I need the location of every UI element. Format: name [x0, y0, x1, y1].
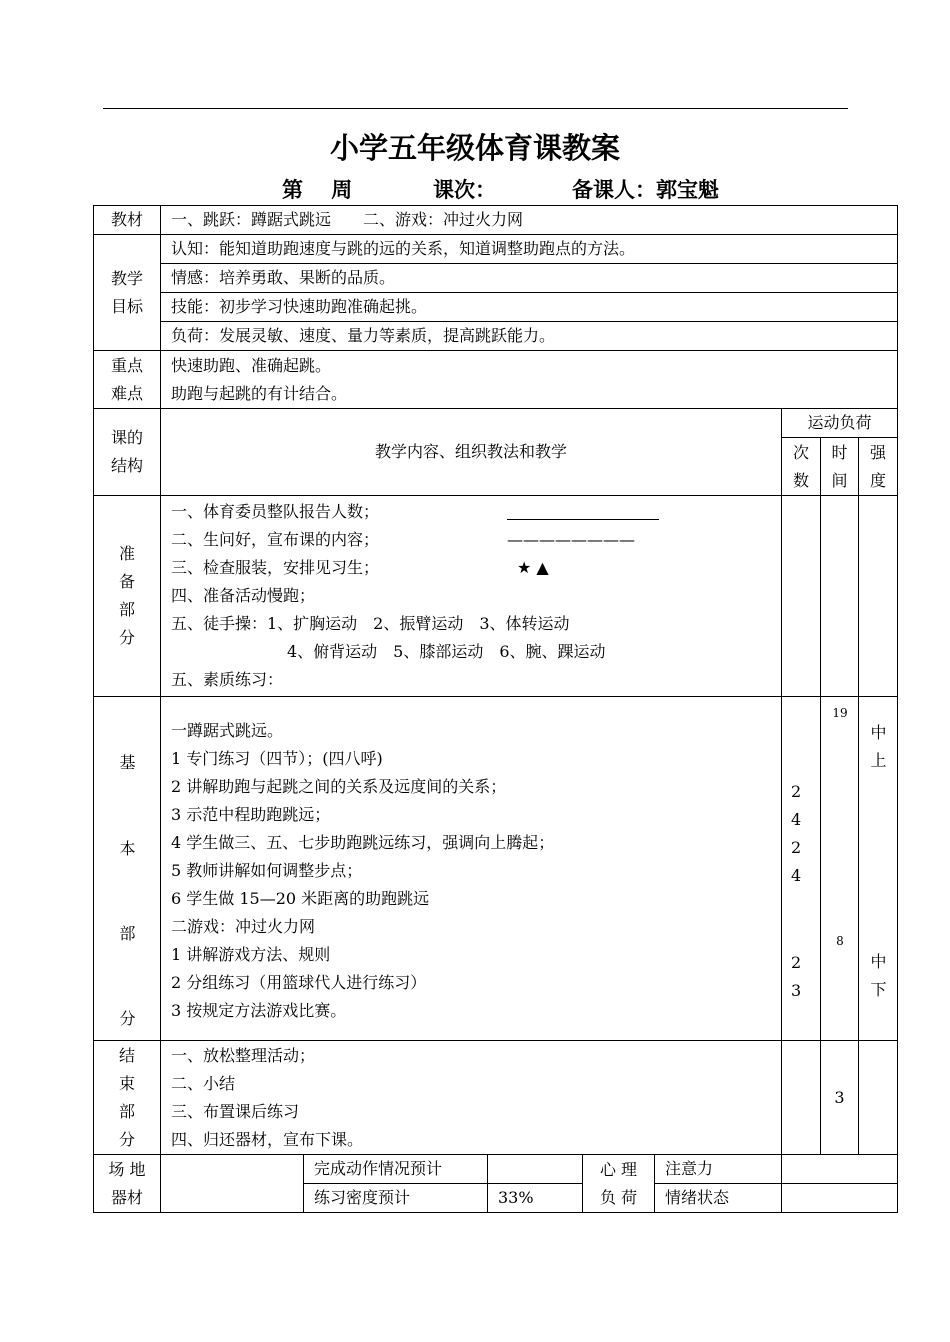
prep-time — [821, 496, 859, 697]
dash-line: ———————— — [507, 530, 635, 549]
attention-label: 注意力 — [655, 1155, 782, 1184]
main-line: 2 讲解助跑与起跳之间的关系及远度间的关系； — [171, 776, 507, 796]
density-label: 练习密度预计 — [304, 1184, 488, 1213]
prep-line: 4、俯背运动 5、膝部运动 6、腕、踝运动 — [287, 642, 606, 661]
structure-label: 课的 结构 — [94, 409, 161, 496]
goal-cognition: 认知：能知道助跑速度与跳的远的关系，知道调整助跑点的方法。 — [161, 235, 898, 264]
end-label: 结 束 部 分 — [94, 1041, 161, 1155]
material-content: 一、跳跃：蹲踞式跳远 二、游戏：冲过火力网 — [161, 206, 898, 235]
time-header: 时 间 — [821, 438, 859, 496]
count-values-a: 2 4 2 4 — [791, 782, 802, 885]
emotion-label: 情绪状态 — [655, 1184, 782, 1213]
main-content — [161, 697, 782, 1041]
count-values-b: 2 3 — [791, 953, 802, 1000]
prep-line: 五、素质练习： — [171, 670, 284, 689]
prep-section-row — [94, 496, 898, 697]
lesson-plan-table — [93, 205, 898, 1213]
material-row — [94, 206, 898, 235]
main-time — [821, 697, 859, 1041]
end-intensity — [859, 1041, 898, 1155]
venue-label: 场 地 器材 — [94, 1155, 161, 1213]
prep-label: 准 备 部 分 — [94, 496, 161, 697]
goals-label: 教学 目标 — [94, 235, 161, 351]
venue-value — [161, 1155, 304, 1213]
difficulty: 助跑与起跳的有计结合。 — [171, 383, 348, 403]
week-label: 第 周 — [282, 178, 353, 202]
top-rule — [103, 108, 848, 109]
end-line: 四、归还器材，宣布下课。 — [171, 1129, 364, 1149]
report-blank-line — [507, 498, 659, 526]
prep-line: 五、徒手操：1、扩胸运动 2、振臂运动 3、体转运动 — [171, 614, 570, 633]
completion-value — [488, 1155, 583, 1184]
time-value-b: 8 — [836, 934, 844, 948]
prep-line: 四、准备活动慢跑； — [171, 586, 316, 605]
key-point: 快速助跑、准确起跳。 — [171, 355, 332, 375]
load-header: 运动负荷 — [782, 409, 898, 438]
goal-load: 负荷：发展灵敏、速度、量力等素质，提高跳跃能力。 — [161, 322, 898, 351]
main-line: 2 分组练习（用篮球代人进行练习） — [171, 972, 427, 992]
material-label: 教材 — [94, 206, 161, 235]
main-count — [782, 697, 821, 1041]
end-count — [782, 1041, 821, 1155]
main-intensity — [859, 697, 898, 1041]
end-line: 一、放松整理活动； — [171, 1045, 316, 1065]
goal-skill: 技能：初步学习快速助跑准确起挑。 — [161, 293, 898, 322]
goal-row — [94, 264, 898, 293]
prep-intensity — [859, 496, 898, 697]
prep-line: 一、体育委员整队报告人数； — [171, 502, 380, 521]
lesson-number-label: 课次： — [433, 178, 496, 202]
density-value: 33% — [488, 1184, 583, 1213]
prep-line: 二、生问好，宣布课的内容； — [171, 530, 380, 549]
footer-row — [94, 1155, 898, 1184]
end-time: 3 — [821, 1041, 859, 1155]
end-line: 三、布置课后练习 — [171, 1101, 300, 1121]
main-line: 二游戏：冲过火力网 — [171, 916, 316, 936]
key-points-content — [161, 351, 898, 409]
prep-content — [161, 496, 782, 697]
main-section-row — [94, 697, 898, 1041]
end-content — [161, 1041, 782, 1155]
main-line: 4 学生做三、五、七步助跑跳远练习，强调向上腾起； — [171, 832, 555, 852]
main-line: 3 示范中程助跑跳远； — [171, 804, 331, 824]
key-points-label: 重点 难点 — [94, 351, 161, 409]
main-line: 5 教师讲解如何调整步点； — [171, 860, 363, 880]
main-line: 1 讲解游戏方法、规则 — [171, 944, 331, 964]
intensity-a: 中 上 — [870, 723, 887, 770]
emotion-value — [782, 1184, 898, 1213]
main-line: 一蹲踞式跳远。 — [171, 720, 284, 740]
goal-emotion: 情感：培养勇敢、果断的品质。 — [161, 264, 898, 293]
prep-line: 三、检查服装，安排见习生； — [171, 558, 380, 577]
completion-label: 完成动作情况预计 — [304, 1155, 488, 1184]
structure-header-row — [94, 409, 898, 438]
intensity-header: 强 度 — [859, 438, 898, 496]
psych-load-label: 心 理 负 荷 — [583, 1155, 655, 1213]
main-line: 1 专门练习（四节）；(四八呼) — [171, 748, 383, 768]
intensity-b: 中 下 — [870, 952, 887, 999]
preparer-label: 备课人：郭宝魁 — [572, 178, 719, 202]
time-value-a: 19 — [832, 706, 848, 720]
main-label: 基 本 部 分 — [94, 697, 161, 1041]
prep-lines — [171, 498, 781, 694]
prep-count — [782, 496, 821, 697]
lesson-info — [0, 174, 950, 206]
star-triangle-icon: ★ ▲ — [517, 558, 549, 577]
count-header: 次 数 — [782, 438, 821, 496]
goal-row — [94, 293, 898, 322]
attention-value — [782, 1155, 898, 1184]
main-line: 6 学生做 15—20 米距离的助跑跳远 — [171, 888, 430, 908]
main-line: 3 按规定方法游戏比赛。 — [171, 1000, 347, 1020]
goal-row — [94, 322, 898, 351]
page-title: 小学五年级体育课教案 — [329, 131, 620, 165]
end-section-row — [94, 1041, 898, 1155]
content-header: 教学内容、组织教法和教学 — [161, 409, 782, 496]
end-line: 二、小结 — [171, 1073, 236, 1093]
goal-row — [94, 235, 898, 264]
key-points-row — [94, 351, 898, 409]
